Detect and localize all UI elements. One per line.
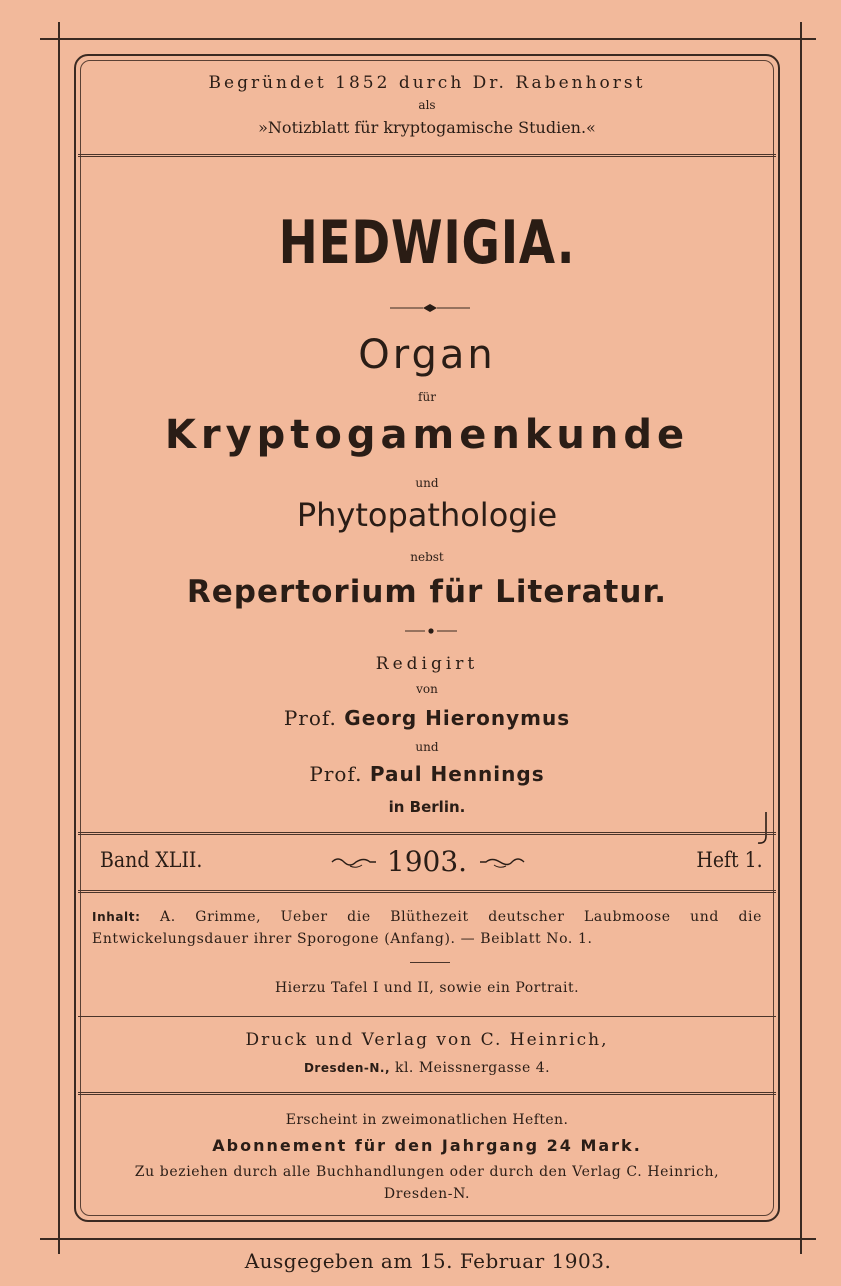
subscription-separator bbox=[78, 1092, 776, 1095]
organ-word: Organ bbox=[358, 332, 496, 378]
plates-note: Hierzu Tafel I und II, sowie ein Portrait. bbox=[274, 980, 580, 996]
pencil-mark-icon bbox=[752, 810, 776, 850]
editor-name: Georg Hieronymus bbox=[344, 706, 571, 730]
contents-text bbox=[92, 906, 762, 950]
contents-body: A. Grimme, Ueber die Blüthezeit deutscher Laubmoose und die Entwickelungsdauer ihrer Sporogone (Anfang). — Beiblatt No. 1. bbox=[92, 909, 762, 947]
journal-title: HEDWIGIA. bbox=[278, 208, 576, 278]
publisher-text: Druck und Verlag von C. Heinrich, bbox=[245, 1030, 609, 1050]
dot-ornament-icon bbox=[405, 624, 457, 638]
order-note-line2: Dresden-N. bbox=[383, 1186, 471, 1202]
und-word: und bbox=[415, 476, 439, 490]
contents-label: Inhalt: bbox=[92, 910, 141, 924]
publisher-city: Dresden-N., bbox=[303, 1061, 391, 1075]
order-note-line1: Zu beziehen durch alle Buchhandlungen oder durch den Verlag C. Heinrich, bbox=[134, 1164, 720, 1180]
founded-line: Begründet 1852 durch Dr. Rabenhorst bbox=[208, 73, 646, 93]
issue-separator-bottom bbox=[78, 890, 776, 893]
heft-number: Heft 1. bbox=[696, 848, 763, 872]
crop-mark bbox=[58, 22, 60, 38]
right-border-line bbox=[800, 38, 802, 1238]
editor-location: in Berlin. bbox=[388, 798, 466, 816]
subscription-price: Abonnement für den Jahrgang 24 Mark. bbox=[212, 1136, 642, 1155]
issue-year: 1903. bbox=[386, 845, 468, 878]
right-flourish-icon bbox=[478, 854, 526, 870]
prof-prefix: Prof. bbox=[309, 762, 363, 786]
issue-date: Ausgegeben am 15. Februar 1903. bbox=[244, 1249, 612, 1273]
redigirt-word: Redigirt bbox=[375, 654, 479, 674]
header-separator bbox=[78, 154, 776, 157]
editor-1 bbox=[80, 706, 774, 730]
subject-phytopathologie: Phytopathologie bbox=[296, 496, 558, 534]
publisher-address bbox=[80, 1060, 774, 1076]
top-rule bbox=[40, 38, 816, 40]
editor-2 bbox=[80, 762, 774, 786]
nebst-word: nebst bbox=[410, 550, 444, 564]
short-rule bbox=[410, 962, 450, 963]
publisher-separator bbox=[78, 1016, 776, 1017]
crop-mark bbox=[800, 22, 802, 38]
von-word: von bbox=[416, 682, 438, 696]
frequency-note: Erscheint in zweimonatlichen Heften. bbox=[285, 1112, 569, 1128]
publisher-line bbox=[80, 1030, 774, 1050]
publisher-street: kl. Meissnergasse 4. bbox=[394, 1060, 551, 1076]
subject-kryptogamenkunde: Kryptogamenkunde bbox=[164, 412, 690, 458]
und-word: und bbox=[415, 740, 439, 754]
editor-name: Paul Hennings bbox=[369, 762, 545, 786]
left-border-line bbox=[58, 38, 60, 1238]
fuer-word: für bbox=[418, 390, 436, 404]
als-word: als bbox=[418, 98, 436, 112]
issue-separator-top bbox=[78, 832, 776, 835]
subject-repertorium: Repertorium für Literatur. bbox=[186, 574, 668, 610]
bottom-rule bbox=[40, 1238, 816, 1240]
prof-prefix: Prof. bbox=[283, 706, 337, 730]
band-number: Band XLII. bbox=[100, 848, 203, 872]
former-title: »Notizblatt für kryptogamische Studien.« bbox=[258, 118, 596, 137]
diamond-ornament-icon bbox=[390, 301, 470, 315]
